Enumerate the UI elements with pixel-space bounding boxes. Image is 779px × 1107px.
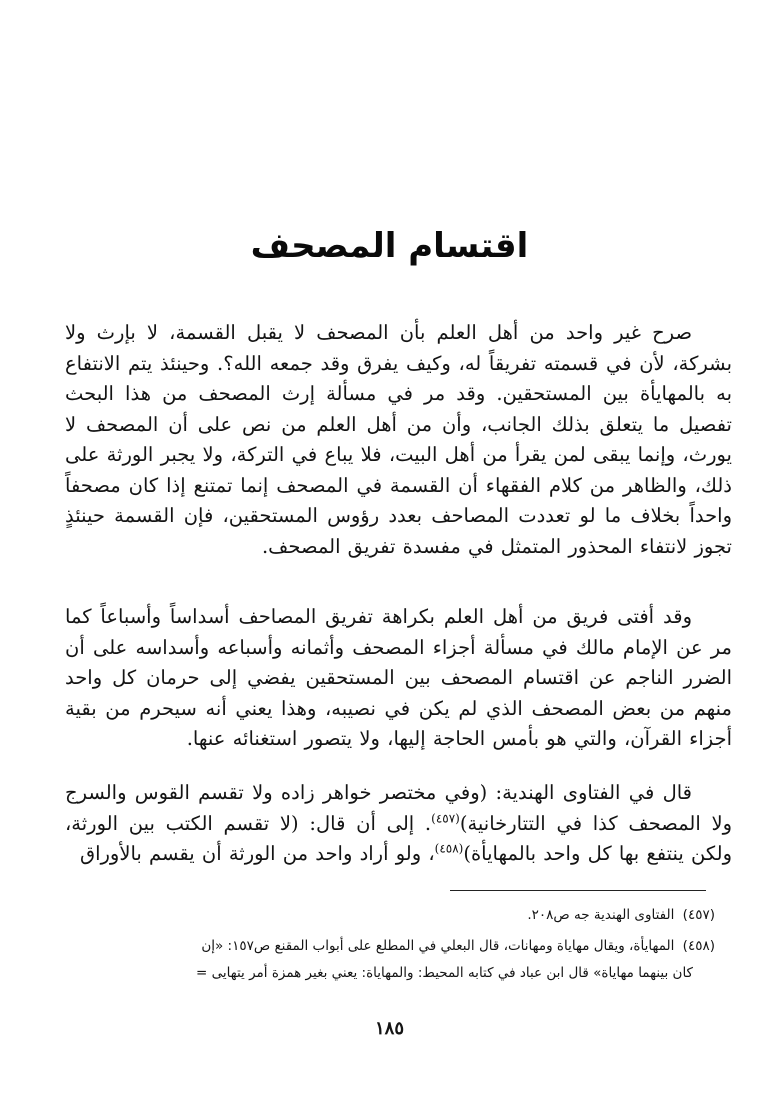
footnote-458 — [55, 933, 715, 987]
paragraph-3-text-a: قال في الفتاوى الهندية: (وفي مختصر خواهر زاده ولا تقسم القوس والسرج ولا المصحف كذا في التتارخانية) — [65, 781, 733, 835]
paragraph-3 — [65, 778, 732, 870]
paragraph-1 — [65, 318, 732, 562]
footnote-ref-458[interactable]: (٤٥٨) — [434, 841, 464, 856]
paragraph-2-text: وقد أفتى فريق من أهل العلم بكراهة تفريق المصاحف أسداساً وأسباعاً كما مر عن الإمام مالك في مسألة أجزاء المصحف وأثمانه وأسباعه وأسداسه على أن الضرر الناجم عن اقتسام المصحف بين المستحقين يفضي إلى حرمان كل واحد منهم من بعض المصحف الذي لم يكن في نصيبه، وهذا يعني أنه سيحرم من بقية أجزاء القرآن، والتي هو بأمس الحاجة إليها، ولا يتصور استغنائه عنها. — [65, 605, 732, 750]
footnote-text: المهايأة، ويقال مهاياة ومهانات، قال البعلي في المطلع على أبواب المقنع ص١٥٧: «إن — [201, 938, 675, 954]
footnotes — [55, 902, 715, 991]
footnote-text: الفتاوى الهندية جه ص٢٠٨. — [527, 907, 675, 923]
footnote-457 — [55, 902, 715, 929]
footnote-divider — [450, 890, 706, 891]
footnote-number: (٤٥٧) — [682, 907, 715, 923]
paragraph-3-text-c: ، ولو أراد واحد من الورثة أن يقسم بالأوراق — [79, 842, 435, 865]
footnote-number: (٤٥٨) — [682, 938, 715, 954]
page-number: ١٨٥ — [374, 1018, 404, 1039]
paragraph-3-text-b: . إلى أن قال: (لا تقسم الكتب بين الورثة، ولكن ينتفع بها كل واحد بالمهايأة) — [65, 811, 732, 865]
chapter-title: اقتسام المصحف — [250, 226, 529, 266]
paragraph-1-text: صرح غير واحد من أهل العلم بأن المصحف لا يقبل القسمة، لا بإرث ولا بشركة، لأن في قسمته تفريقاً له، وكيف يفرق وقد جمعه الله؟. وحينئذ يتم الانتفاع به بالمهايأة بين المستحقين. وقد مر في مسألة إرث المصحف من هذا البحث تفصيل ما يتعلق بذلك الجانب، وأن من أهل العلم من نص على أن المصحف لا يورث، وإنما يبقى لمن يقرأ من أهل البيت، فلا يباع في التركة، ولا يجبر الورثة على ذلك، والظاهر من كلام الفقهاء أن القسمة في المصحف إنما تمتنع إذا كان مصحفاً واحداً بخلاف ما لو تعددت المصاحف بعدد رؤوس المستحقين، فإن القسمة حينئذٍ تجوز لانتفاء المحذور المتمثل في مفسدة تفريق المصحف. — [65, 321, 732, 558]
footnote-ref-457[interactable]: (٤٥٧) — [431, 811, 460, 825]
footnote-continuation: كان بينهما مهاياة» قال ابن عباد في كتابه المحيط: والمهاياة: يعني بغير همزة أمر يتهايى = — [196, 965, 693, 981]
paragraph-2 — [65, 602, 732, 755]
